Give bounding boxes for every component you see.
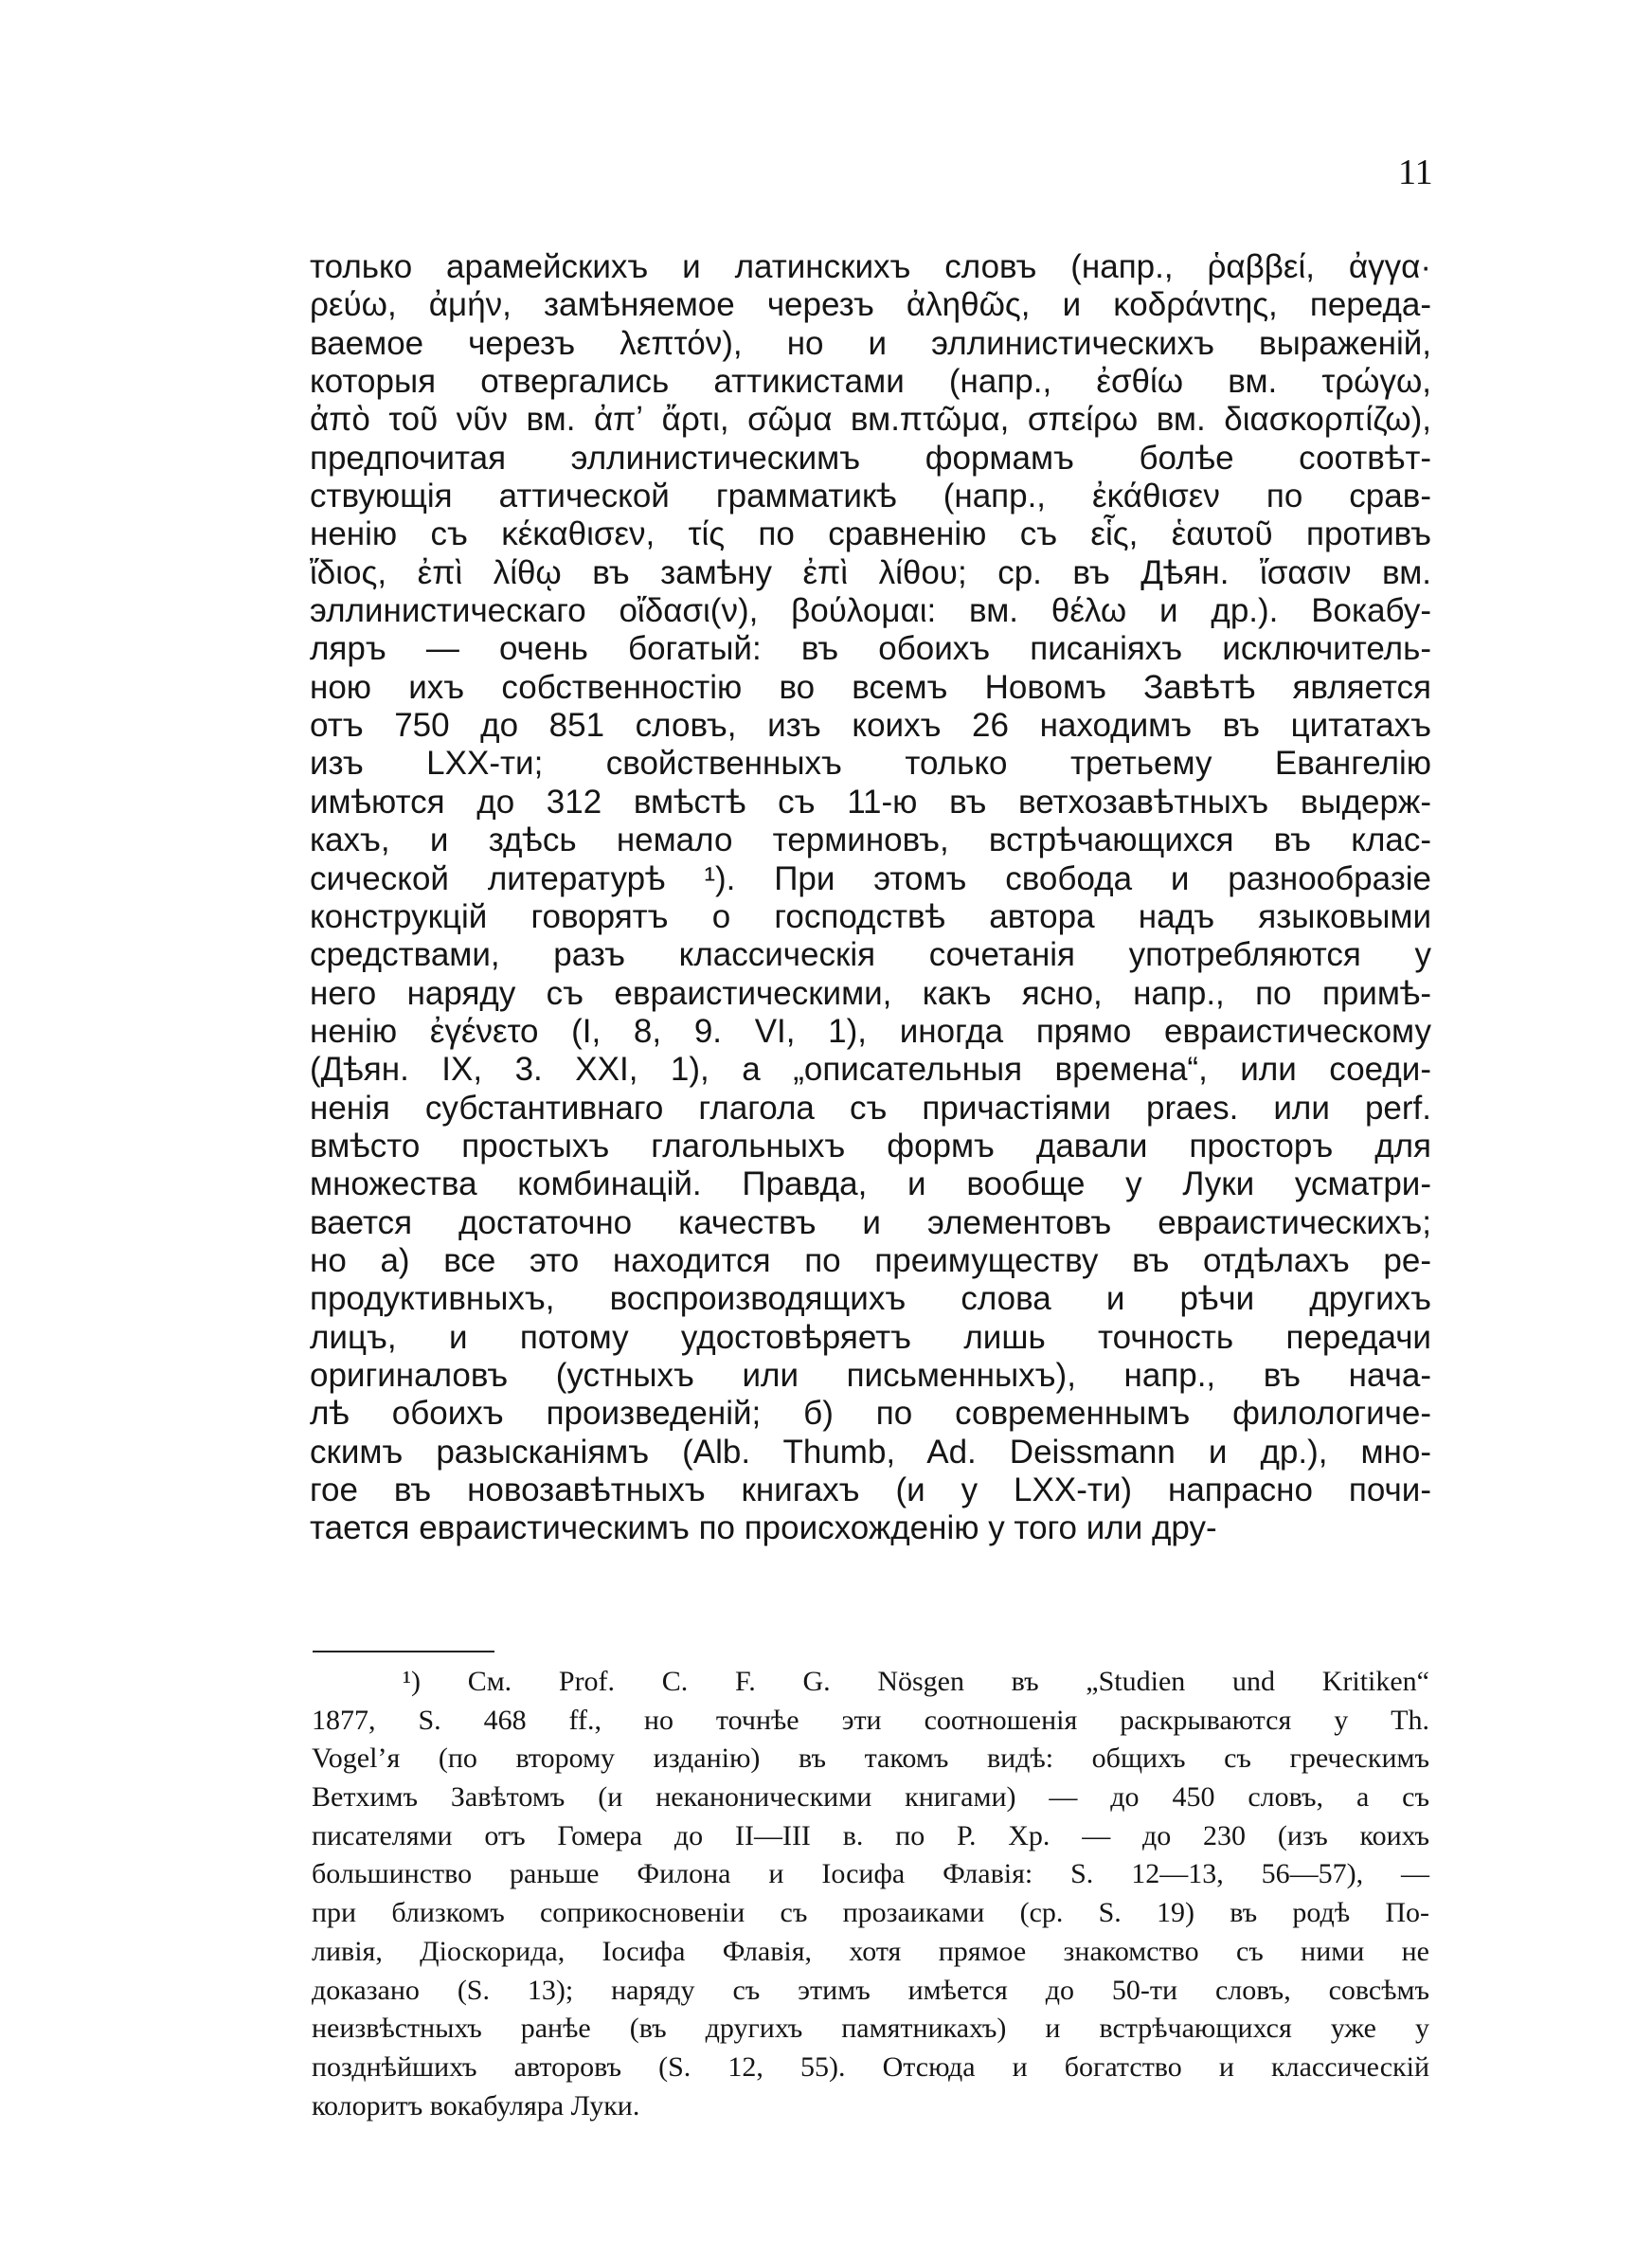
body-line: ствующія аттической грамматикѣ (напр., ἐκάθισεν по срав- bbox=[310, 478, 1431, 515]
footnote-line: доказано (S. 13); наряду съ этимъ имѣется до 50-ти словъ, совсѣмъ bbox=[312, 1974, 1429, 2006]
body-line: него наряду съ евраистическими, какъ ясно, напр., по примѣ- bbox=[310, 974, 1431, 1012]
body-line: конструкцій говорятъ о господствѣ автора надъ языковыми bbox=[310, 897, 1431, 935]
body-line: ненія субстантивнаго глагола съ причастіями praes. или perf. bbox=[310, 1089, 1431, 1127]
footnote bbox=[312, 1663, 1429, 2125]
body-line: предпочитая эллинистическимъ формамъ болѣе соотвѣт- bbox=[310, 439, 1431, 477]
body-line: отъ 750 до 851 словъ, изъ коихъ 26 находимъ въ цитатахъ bbox=[310, 707, 1431, 745]
body-line: изъ LXX-ти; свойственныхъ только третьему Евангелію bbox=[310, 745, 1431, 783]
footnote-line: Ветхимъ Завѣтомъ (и неканоническими книгами) — до 450 словъ, а съ bbox=[312, 1781, 1429, 1814]
body-line: вается достаточно качествъ и элементовъ евраистическихъ; bbox=[310, 1203, 1431, 1241]
body-line: ἴδιος, ἐπὶ λίθῳ въ замѣну ἐπὶ λίθου; ср. въ Дѣян. ἴσασιν вм. bbox=[310, 553, 1431, 591]
body-line: множества комбинацій. Правда, и вообще у Луки усматри- bbox=[310, 1165, 1431, 1203]
footnote-line: Vogel’я (по второму изданію) въ такомъ видѣ: общихъ съ греческимъ bbox=[312, 1742, 1429, 1775]
body-line: вмѣсто простыхъ глагольныхъ формъ давали просторъ для bbox=[310, 1127, 1431, 1165]
body-line: лицъ, и потому удостовѣряетъ лишь точность передачи bbox=[310, 1318, 1431, 1356]
footnote-line: позднѣйшихъ авторовъ (S. 12, 55). Отсюда и богатство и классическій bbox=[312, 2050, 1429, 2083]
footnote-line: ¹) См. Prof. C. F. G. Nösgen въ „Studien und Kritiken“ bbox=[403, 1666, 1429, 1697]
body-line: эллинистическаго οἴδασι(ν), βούλομαι: вм. θέλω и др.). Вокабу- bbox=[310, 592, 1431, 630]
footnote-line: большинство раньше Филона и Іосифа Флавія: S. 12—13, 56—57), — bbox=[312, 1858, 1429, 1890]
body-line: продуктивныхъ, воспроизводящихъ слова и рѣчи другихъ bbox=[310, 1280, 1431, 1318]
body-line: ρεύω, ἀμήν, замѣняемое черезъ ἀληθῶς, и κοδράντης, переда- bbox=[310, 286, 1431, 324]
body-line: но а) все это находится по преимуществу въ отдѣлахъ ре- bbox=[310, 1241, 1431, 1279]
body-line: имѣются до 312 вмѣстѣ съ 11-ю въ ветхозавѣтныхъ выдерж- bbox=[310, 783, 1431, 821]
body-line: ною ихъ собственностію во всемъ Новомъ Завѣтѣ является bbox=[310, 668, 1431, 706]
body-line: оригиналовъ (устныхъ или письменныхъ), напр., въ нача- bbox=[310, 1356, 1431, 1394]
footnote-line: неизвѣстныхъ ранѣе (въ другихъ памятникахъ) и встрѣчающихся уже у bbox=[312, 2013, 1429, 2045]
footnote-divider bbox=[313, 1651, 494, 1652]
body-text bbox=[310, 248, 1431, 1548]
footnote-line: колоритъ вокабуляра Луки. bbox=[312, 2089, 640, 2122]
body-line: средствами, разъ классическія сочетанія употребляются у bbox=[310, 936, 1431, 974]
body-line: кахъ, и здѣсь немало терминовъ, встрѣчающихся въ клас- bbox=[310, 822, 1431, 859]
body-line: только арамейскихъ и латинскихъ словъ (напр., ῥαββεί, ἀγγα· bbox=[310, 248, 1431, 285]
body-line: лѣ обоихъ произведеній; б) по современнымъ филологиче- bbox=[310, 1395, 1431, 1433]
body-line: (Дѣян. IX, 3. XXI, 1), а „описательныя времена“, или соеди- bbox=[310, 1051, 1431, 1089]
footnote-line: 1877, S. 468 ff., но точнѣе эти соотношенія раскрываются у Th. bbox=[312, 1704, 1429, 1736]
body-line: ляръ — очень богатый: въ обоихъ писаніяхъ исключитель- bbox=[310, 630, 1431, 668]
footnote-line: при близкомъ соприкосновеніи съ прозаиками (ср. S. 19) въ родѣ По- bbox=[312, 1897, 1429, 1929]
body-line: тается евраистическимъ по происхожденію у того или дру- bbox=[310, 1509, 1217, 1547]
body-line: скимъ разысканіямъ (Alb. Thumb, Ad. Deissmann и др.), мно- bbox=[310, 1433, 1431, 1471]
body-line: ненію съ κέκαθισεν, τίς по сравненію съ εἷς, ἑαυτοῦ противъ bbox=[310, 515, 1431, 553]
footnote-line: ливія, Діоскорида, Іосифа Флавія, хотя прямое знакомство съ ними не bbox=[312, 1935, 1429, 1967]
body-line: ἀπὸ τοῦ νῦν вм. ἀπʼ ἄρτι, σῶμα вм.πτῶμα, σπείρω вм. διασκορπίζω), bbox=[310, 401, 1431, 439]
footnote-line: писателями отъ Гомера до II—III в. по Р. Хр. — до 230 (изъ коихъ bbox=[312, 1819, 1429, 1851]
page-number: 11 bbox=[1398, 153, 1433, 192]
body-line: сической литературѣ ¹). При этомъ свобода и разнообразіе bbox=[310, 859, 1431, 897]
body-line: ненію ἐγένετο (I, 8, 9. VI, 1), иногда прямо евраистическому bbox=[310, 1012, 1431, 1050]
body-line: ваемое черезъ λεπτόν), но и эллинистическихъ выраженій, bbox=[310, 324, 1431, 362]
body-line: которыя отвергались аттикистами (напр., ἐσθίω вм. τρώγω, bbox=[310, 363, 1431, 401]
body-line: гое въ новозавѣтныхъ книгахъ (и у LXX-ти) напрасно почи- bbox=[310, 1472, 1431, 1508]
